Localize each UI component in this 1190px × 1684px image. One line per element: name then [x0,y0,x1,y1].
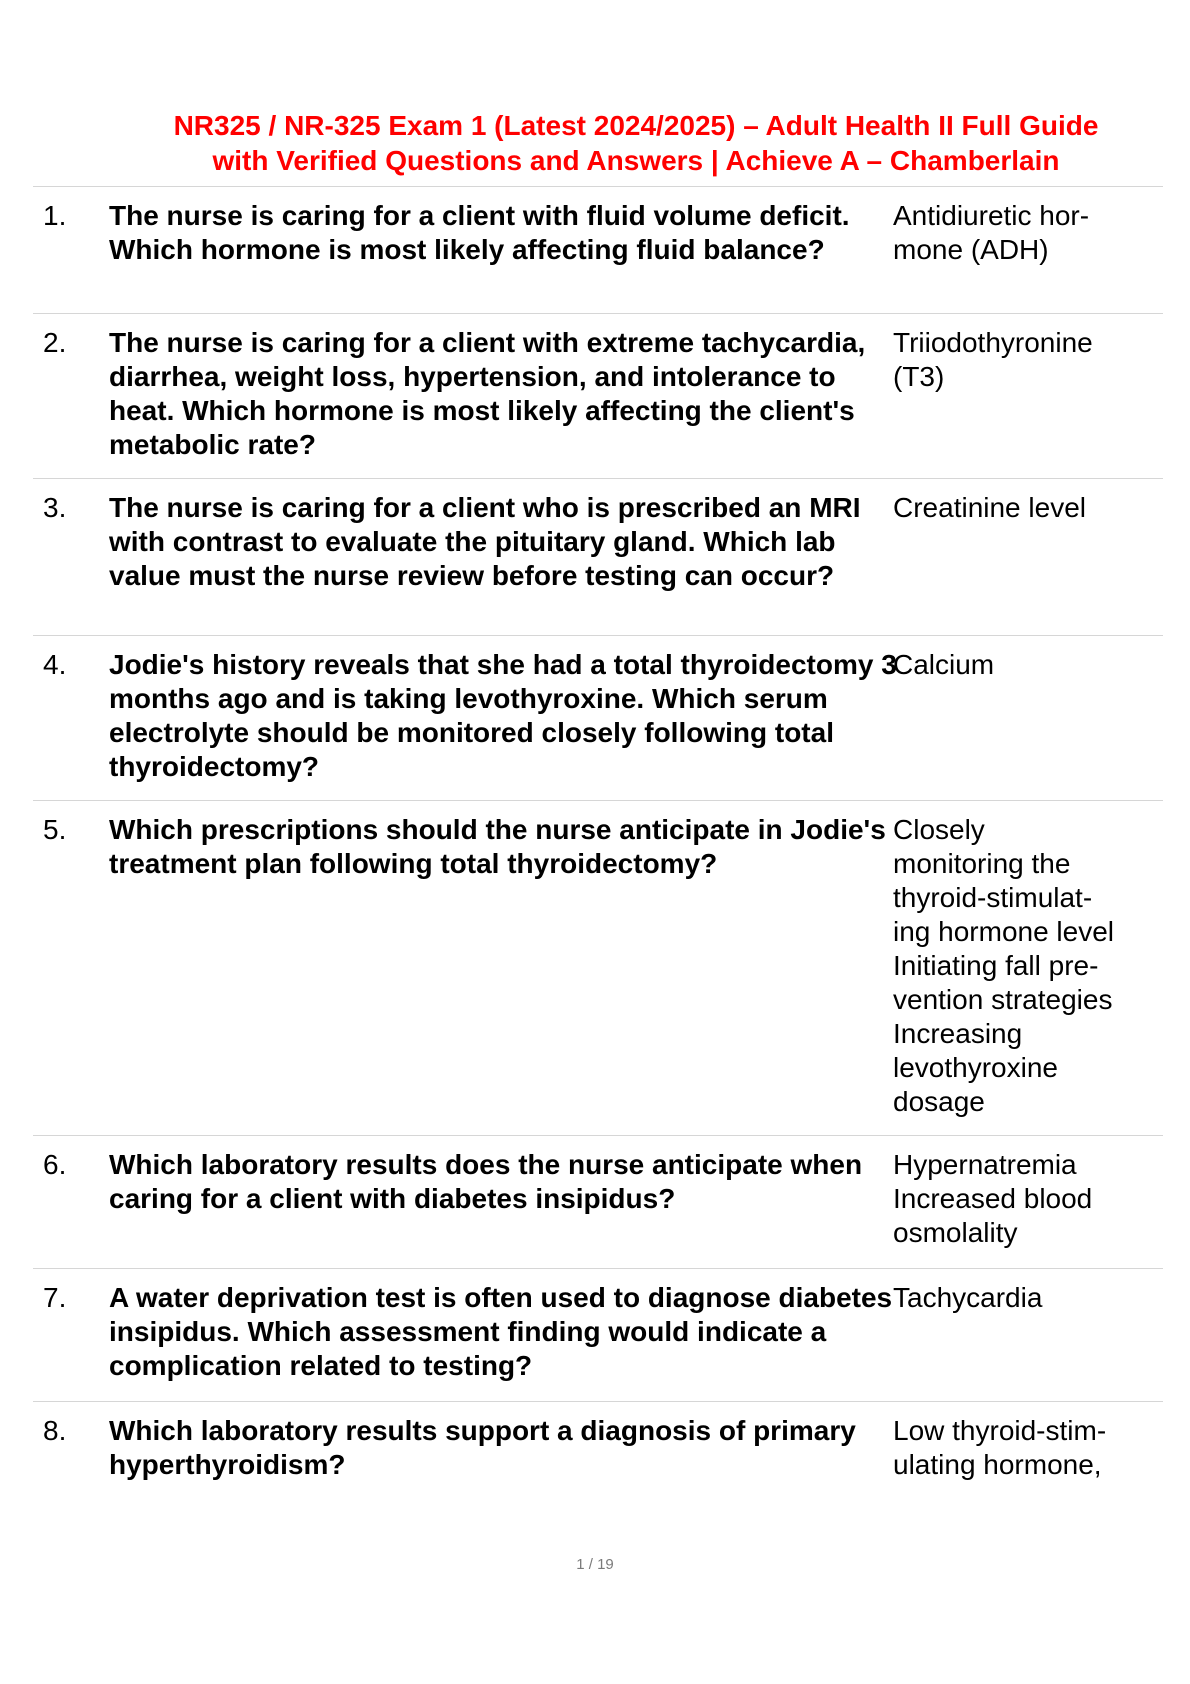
answer-line: Tachycardia [893,1282,1043,1313]
answer-text [893,326,1155,394]
qa-list [33,186,1163,1500]
question-text: Which laboratory results does the nurse anticipate when caring for a client with diabetes insipidus? [109,1149,863,1214]
answer-line: Antidiuretic hor- [893,200,1090,231]
answer-text [893,813,1155,1119]
answer-line: Closely [893,814,985,845]
answer-line: thyroid-stimulat- [893,882,1093,913]
question-text: A water deprivation test is often used to diagnose diabetes insipidus. Which assessment finding would indicate a complication related to testing? [109,1282,893,1381]
answer-text [893,1414,1155,1482]
answer-line: ing hormone level [893,916,1115,947]
qa-row [33,636,1163,801]
question-text: The nurse is caring for a client who is prescribed an MRI with contrast to evaluate the pituitary gland. Which lab value must the nurse review before testing can occur? [109,492,861,591]
qa-row [33,187,1163,314]
answer-line: Hypernatremia [893,1149,1077,1180]
answer-line: Increased blood [893,1183,1093,1214]
answer-text [893,491,1155,525]
answer-line: Creatinine level [893,492,1086,523]
qa-row [33,1402,1163,1500]
question-number: 4. [43,649,67,680]
answer-line: monitoring the [893,848,1071,879]
qa-row [33,1136,1163,1269]
qa-row [33,1269,1163,1402]
answer-line: Increasing [893,1018,1023,1049]
page-indicator: 1 / 19 [576,1556,614,1573]
answer-line: Calcium [893,649,995,680]
title-line-1: NR325 / NR-325 Exam 1 (Latest 2024/2025) – Adult Health II Full Guide [173,110,1099,141]
answer-text [893,199,1155,267]
answer-line: Triiodothyronine [893,327,1093,358]
qa-row [33,479,1163,636]
question-number: 8. [43,1415,67,1446]
question-number: 6. [43,1149,67,1180]
answer-line: dosage [893,1086,985,1117]
document-title [96,108,1176,178]
question-text: The nurse is caring for a client with fluid volume deficit. Which hormone is most likely affecting fluid balance? [109,200,850,265]
answer-line: (T3) [893,361,945,392]
answer-line: Initiating fall pre- [893,950,1099,981]
title-line-2: with Verified Questions and Answers | Achieve A – Chamberlain [212,145,1060,176]
answer-line: osmolality [893,1217,1018,1248]
question-number: 3. [43,492,67,523]
answer-line: mone (ADH) [893,234,1049,265]
question-text: Jodie's history reveals that she had a total thyroidectomy 3 months ago and is taking levothyroxine. Which serum electrolyte should be monitored closely following total thyroidectomy? [109,649,897,782]
question-number: 7. [43,1282,67,1313]
question-number: 1. [43,200,67,231]
answer-line: Low thyroid-stim- [893,1415,1107,1446]
answer-text [893,648,1155,682]
answer-line: levothyroxine [893,1052,1058,1083]
question-number: 2. [43,327,67,358]
question-number: 5. [43,814,67,845]
qa-row [33,314,1163,479]
question-text: Which laboratory results support a diagnosis of primary hyperthyroidism? [109,1415,856,1480]
qa-row [33,801,1163,1136]
answer-text [893,1281,1155,1315]
answer-line: vention strategies [893,984,1113,1015]
answer-line: ulating hormone, [893,1449,1102,1480]
question-text: Which prescriptions should the nurse anticipate in Jodie's treatment plan following total thyroidectomy? [109,814,886,879]
answer-text [893,1148,1155,1250]
question-text: The nurse is caring for a client with extreme tachycardia, diarrhea, weight loss, hypertension, and intolerance to heat. Which hormone is most likely affecting the client's metabolic rate? [109,327,866,460]
